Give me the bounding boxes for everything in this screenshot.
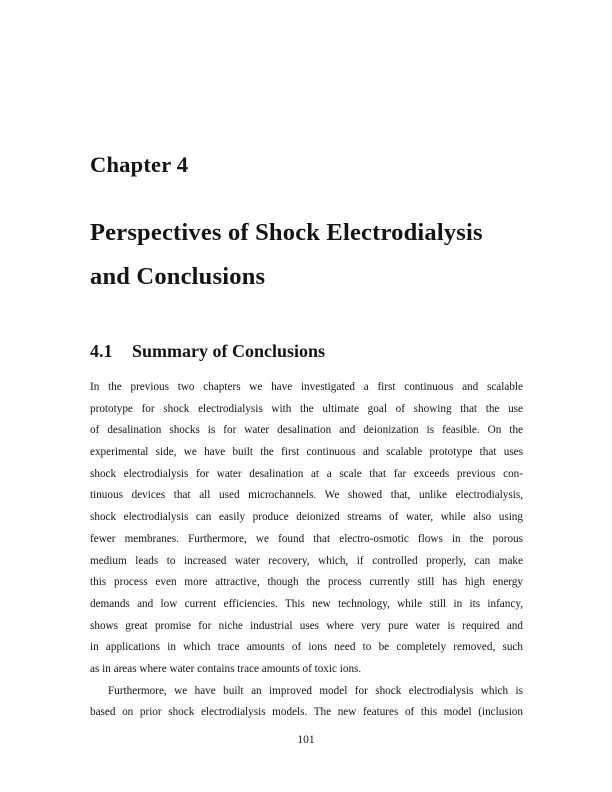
section-heading <box>90 341 325 362</box>
body-line: this process even more attractive, though the process currently still has high energy <box>90 576 523 589</box>
body-line: experimental side, we have built the first continuous and scalable prototype that uses <box>90 446 523 459</box>
body-line: demands and low current efficiencies. This new technology, while still in its infancy, <box>90 597 523 610</box>
body-line: shock electrodialysis can easily produce deionized streams of water, while also using <box>90 511 523 524</box>
body-text <box>90 377 523 724</box>
body-line: medium leads to increased water recovery, which, if controlled properly, can make <box>90 554 523 567</box>
body-line: shows great promise for niche industrial uses where very pure water is required and <box>90 619 523 632</box>
body-line: fewer membranes. Furthermore, we found that electro-osmotic flows in the porous <box>90 532 523 545</box>
chapter-title <box>90 211 483 299</box>
chapter-title-line-1: Perspectives of Shock Electrodialysis <box>90 219 483 246</box>
body-line: of desalination shocks is for water desalination and deionization is feasible. On the <box>90 424 523 437</box>
chapter-label <box>90 152 188 178</box>
body-line: In the previous two chapters we have investigated a first continuous and scalable <box>90 381 523 393</box>
chapter-label-text: Chapter 4 <box>90 152 189 177</box>
page-number: 101 <box>297 734 315 746</box>
body-line: tinuous devices that all used microchannels. We showed that, unlike electrodialysis, <box>90 489 523 502</box>
section-number: 4.1 <box>90 341 113 361</box>
body-line: prototype for shock electrodialysis with the ultimate goal of showing that the use <box>90 402 523 415</box>
body-line: Furthermore, we have built an improved model for shock electrodialysis which is <box>108 684 523 697</box>
body-line: as in areas where water contains trace amounts of toxic ions. <box>90 662 362 675</box>
body-line: in applications in which trace amounts of ions need to be completely removed, such <box>90 641 523 654</box>
section-title: Summary of Conclusions <box>132 341 326 361</box>
chapter-title-line-2: and Conclusions <box>90 263 266 290</box>
body-line: based on prior shock electrodialysis models. The new features of this model (inclusion <box>90 706 523 719</box>
body-line: shock electrodialysis for water desalination at a scale that far exceeds previous con- <box>90 467 523 480</box>
